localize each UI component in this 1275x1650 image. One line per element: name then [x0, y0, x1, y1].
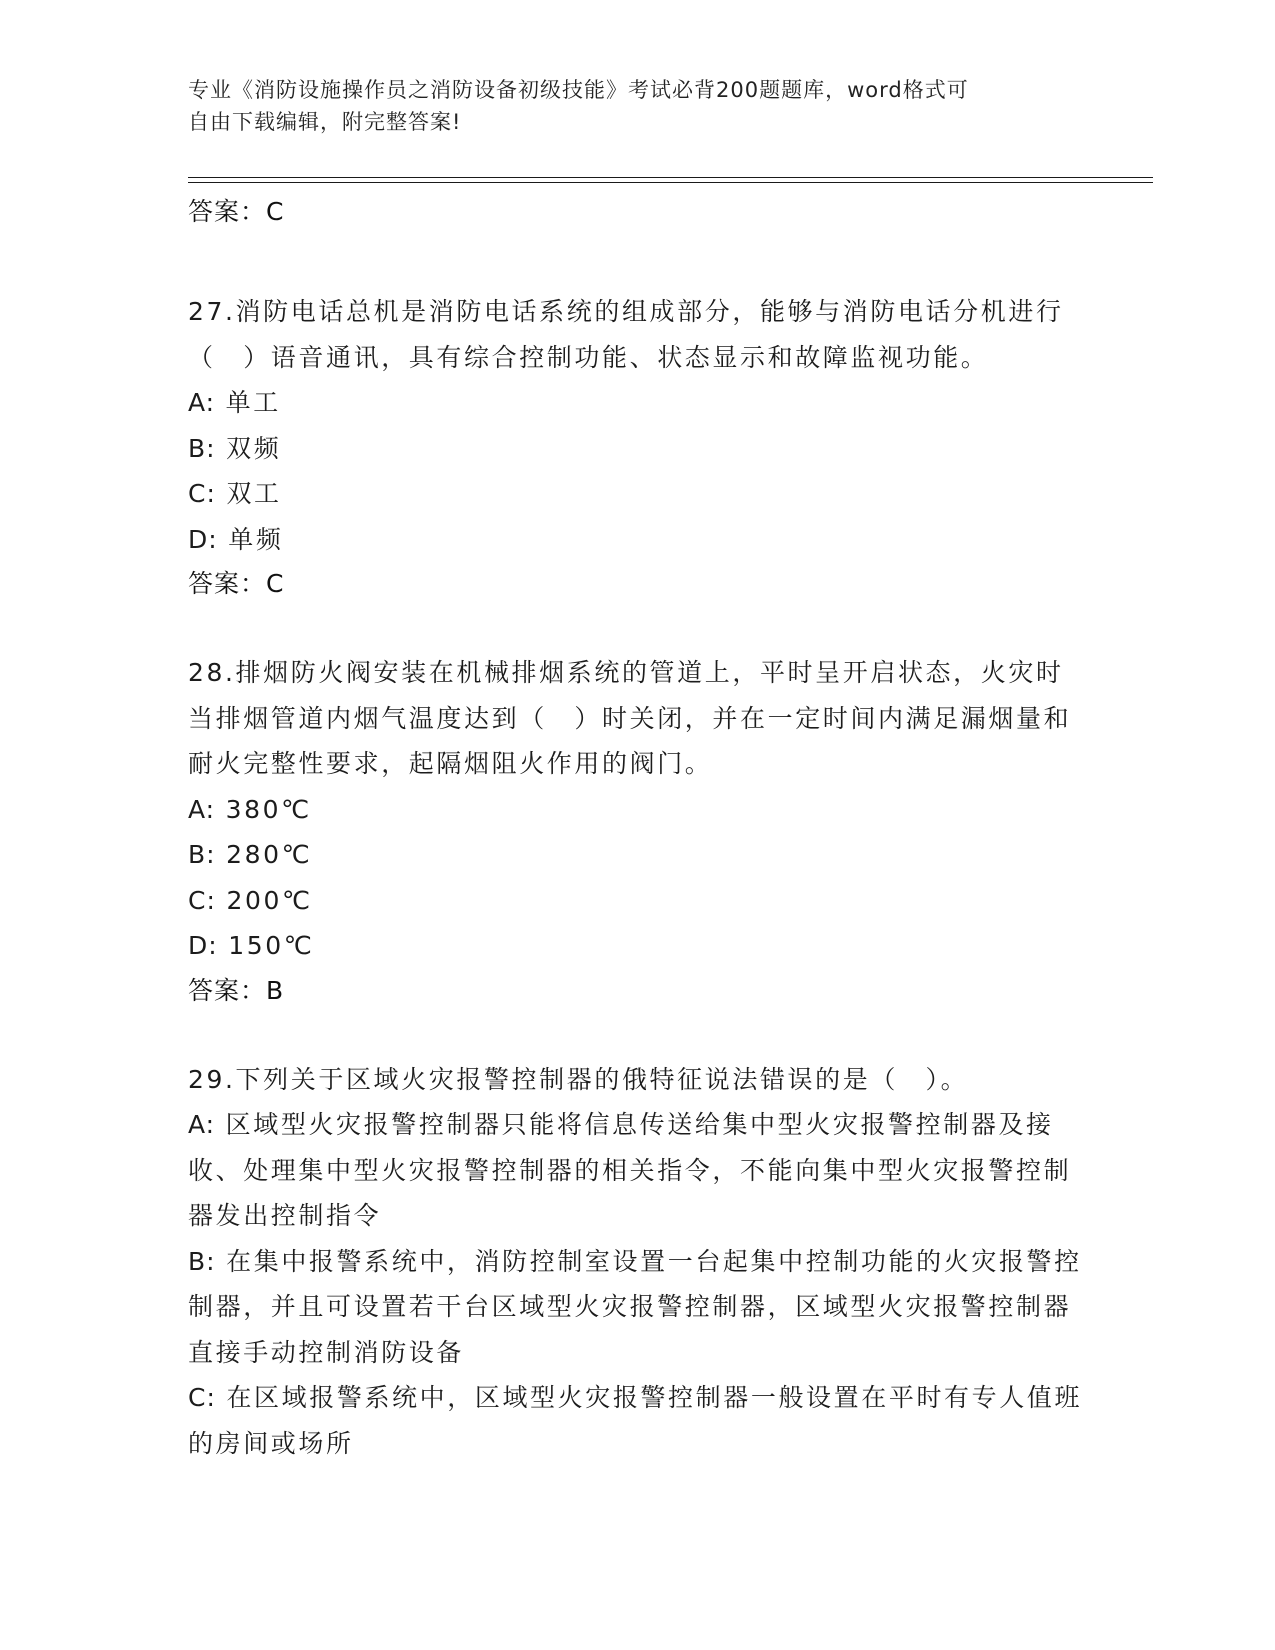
option-d — [188, 923, 1088, 969]
header-line-1: 专业《消防设施操作员之消防设备初级技能》考试必背200题题库，word格式可 — [188, 78, 969, 102]
option-text: 单频 — [228, 524, 284, 554]
option-text: 区域型火灾报警控制器只能将信息传送给集中型火灾报警控制器及接收、处理集中型火灾报警控制器的相关指令，不能向集中型火灾报警控制器发出控制指令 — [188, 1110, 1072, 1230]
option-key: C: — [188, 479, 216, 508]
question-stem: 27.消防电话总机是消防电话系统的组成部分，能够与消防电话分机进行（ ）语音通讯，具有综合控制功能、状态显示和故障监视功能。 — [188, 297, 1064, 372]
option-text: 在区域报警系统中，区域型火灾报警控制器一般设置在平时有专人值班的房间或场所 — [188, 1383, 1083, 1458]
option-key: C: — [188, 1383, 216, 1412]
header-rule-top — [188, 177, 1153, 178]
option-a — [188, 1102, 1088, 1239]
option-text: 280℃ — [226, 840, 313, 869]
question-stem: 29.下列关于区域火灾报警控制器的俄特征说法错误的是（ ）。 — [188, 1064, 969, 1094]
page-header — [188, 74, 1068, 138]
option-key: A: — [188, 794, 216, 824]
option-c — [188, 471, 1088, 517]
option-key: A: — [188, 388, 216, 417]
header-line-2: 自由下载编辑，附完整答案! — [188, 110, 462, 134]
option-b — [188, 426, 1088, 472]
option-key: D: — [188, 524, 218, 554]
option-key: C: — [188, 885, 216, 915]
option-text: 150℃ — [228, 931, 315, 960]
option-text: 380℃ — [225, 794, 312, 824]
option-b — [188, 1239, 1088, 1376]
question-29 — [188, 1057, 1088, 1467]
option-text: 双工 — [226, 479, 282, 508]
option-key: B: — [188, 1246, 216, 1276]
option-key: A: — [188, 1110, 216, 1139]
answer: 答案：B — [188, 975, 285, 1005]
header-rule-bottom — [188, 182, 1153, 183]
option-text: 在集中报警系统中，消防控制室设置一台起集中控制功能的火灾报警控制器，并且可设置若干台区域型火灾报警控制器，区域型火灾报警控制器直接手动控制消防设备 — [188, 1246, 1082, 1367]
option-key: B: — [188, 840, 216, 869]
option-text: 双频 — [226, 433, 282, 463]
question-27 — [188, 289, 1088, 606]
answer: 答案：C — [188, 569, 285, 598]
option-a — [188, 380, 1088, 426]
option-c — [188, 1375, 1088, 1466]
question-28 — [188, 650, 1088, 1013]
option-text: 200℃ — [226, 885, 313, 915]
option-key: D: — [188, 931, 218, 960]
option-d — [188, 517, 1088, 563]
option-key: B: — [188, 433, 216, 463]
option-a — [188, 787, 1088, 833]
document-body — [188, 190, 1088, 1466]
option-b — [188, 832, 1088, 878]
previous-answer: 答案：C — [188, 197, 285, 226]
question-stem: 28.排烟防火阀安装在机械排烟系统的管道上，平时呈开启状态，火灾时当排烟管道内烟气温度达到（ ）时关闭，并在一定时间内满足漏烟量和耐火完整性要求，起隔烟阻火作用的阀门。 — [188, 658, 1072, 778]
option-c — [188, 878, 1088, 924]
option-text: 单工 — [225, 388, 281, 417]
